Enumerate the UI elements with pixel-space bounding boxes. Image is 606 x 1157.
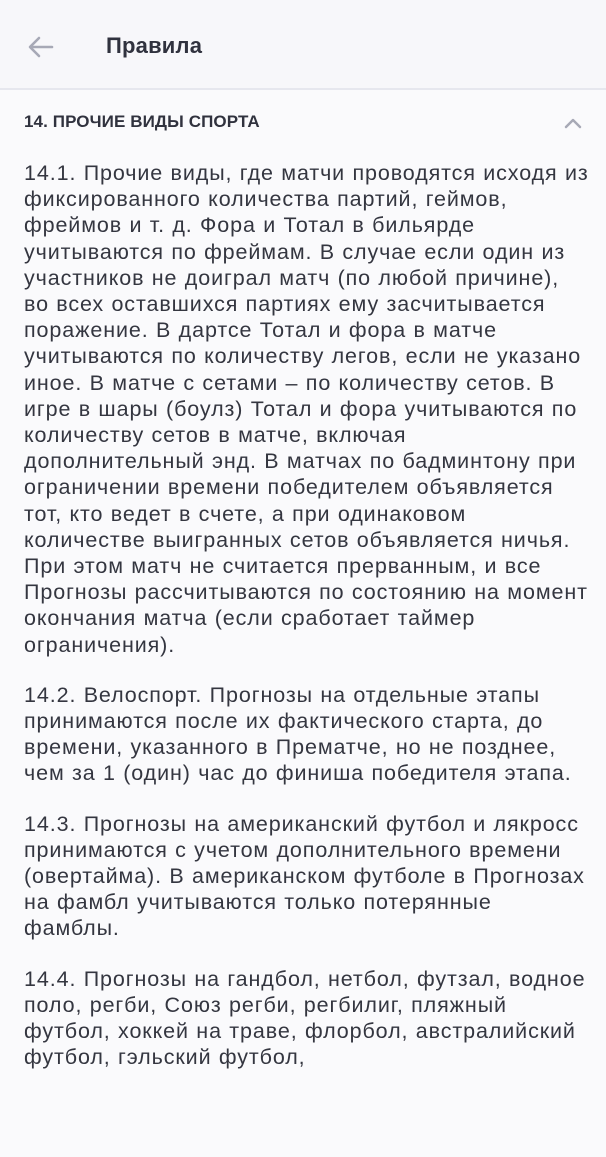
chevron-up-icon[interactable]: [560, 110, 586, 136]
app-header: [0, 0, 606, 90]
rule-paragraph-14-1: 14.1. Прочие виды, где матчи проводятся исходя из фиксированного количества партий, геймов, фреймов и т. д. Фора и Тотал в бильярде учитываются по фреймам. В случае если один из участников не доиграл матч (по любой причине), во всех оставшихся партиях ему засчитывается поражение. В дартсе Тотал и фора в матче учитываются по количеству легов, если не указано иное. В матче с сетами – по количеству сетов. В игре в шары (боулз) Тотал и фора учитываются по количеству сетов в матче, включая дополнительный энд. В матчах по бадминтону при ограничении времени победителем объявляется тот, кто ведет в счете, а при одинаковом количестве выигранных сетов объявляется ничья. При этом матч не считается прерванным, и все Прогнозы рассчитываются по состоянию на момент окончания матча (если сработает таймер ограничения).: [24, 161, 589, 657]
page-title: Правила: [106, 33, 203, 58]
section-title: 14. ПРОЧИЕ ВИДЫ СПОРТА: [24, 112, 260, 131]
section-header-14[interactable]: [0, 92, 606, 152]
rule-paragraph-14-2: 14.2. Велоспорт. Прогнозы на отдельные этапы принимаются после их фактического старта, до времени, указанного в Прематче, но не позднее, чем за 1 (один) час до финиша победителя этапа.: [24, 682, 572, 786]
section-content: [24, 160, 590, 1095]
back-button[interactable]: [22, 28, 62, 68]
arrow-left-icon: [22, 28, 62, 68]
rule-paragraph-14-3: 14.3. Прогнозы на американский футбол и лякросс принимаются с учетом дополнительного времени (овертайма). В американском футболе в Прогнозах на фамбл учитываются только потерянные фамблы.: [24, 811, 585, 941]
rule-paragraph-14-4: 14.4. Прогнозы на гандбол, нетбол, футзал, водное поло, регби, Союз регби, регбилиг, пляжный футбол, хоккей на траве, флорбол, австралийский футбол, гэльский футбол,: [24, 966, 586, 1070]
